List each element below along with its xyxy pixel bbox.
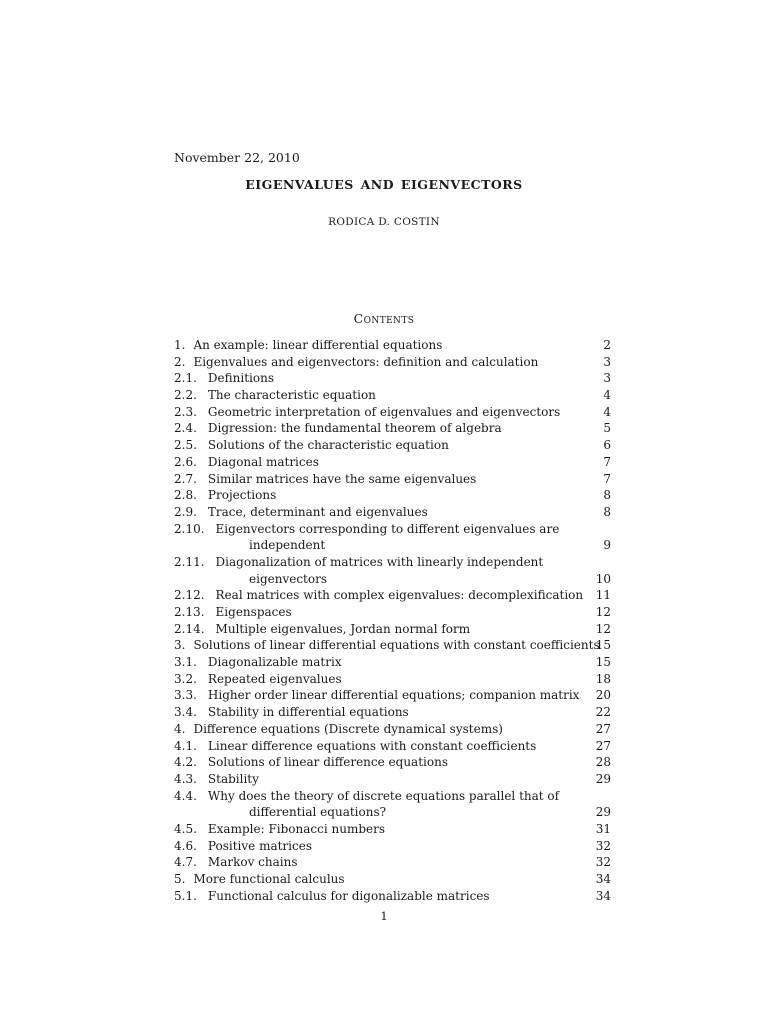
toc-entry-number: 2.13. <box>174 605 205 619</box>
toc-entry-page: 34 <box>595 872 611 886</box>
toc-entry-page: 29 <box>595 805 611 820</box>
toc-entry-number: 3.4. <box>174 705 197 720</box>
toc-entry-page: 32 <box>595 855 611 870</box>
toc-entry-title: Eigenspaces <box>215 605 292 619</box>
toc-entry <box>174 454 611 471</box>
toc-entry-page: 2 <box>603 338 611 352</box>
contents-heading: Contents <box>353 311 415 326</box>
toc-entry-title: Higher order linear differential equations; companion matrix <box>207 688 580 703</box>
toc-entry-title: Positive matrices <box>207 838 312 853</box>
toc-entry-title: Stability in differential equations <box>207 705 409 720</box>
toc-entry-page: 3 <box>603 371 611 386</box>
toc-entry-title: Linear difference equations with constant coefficients <box>207 738 537 753</box>
toc-entry <box>174 687 611 704</box>
toc-entry-page: 12 <box>595 621 611 636</box>
toc-entry-page: 7 <box>603 471 611 486</box>
toc-entry-page: 3 <box>603 354 611 369</box>
toc-entry <box>174 554 611 571</box>
toc-entry-page: 27 <box>595 721 611 736</box>
toc-entry-page: 12 <box>595 605 611 619</box>
toc-entry-page: 28 <box>595 755 611 770</box>
toc-entry-title: Geometric interpretation of eigenvalues and eigenvectors <box>207 404 561 419</box>
toc-entry-number: 5. <box>174 872 186 886</box>
toc-entry-number: 2.5. <box>174 438 197 453</box>
toc-entry-number: 2.9. <box>174 504 197 519</box>
toc-entry-page: 15 <box>595 655 611 670</box>
toc-entry <box>174 721 611 738</box>
toc-entry <box>174 838 611 855</box>
toc-entry-number: 3.1. <box>174 655 197 670</box>
toc-entry-page: 5 <box>603 421 611 436</box>
toc-entry-title: Similar matrices have the same eigenvalues <box>207 471 477 486</box>
toc-entry <box>174 521 611 538</box>
toc-entry <box>174 871 611 888</box>
toc-entry <box>174 821 611 838</box>
table-of-contents <box>174 337 611 904</box>
toc-entry-title: eigenvectors <box>249 571 327 586</box>
toc-entry <box>174 537 611 554</box>
toc-entry-number: 4.2. <box>174 755 197 770</box>
toc-entry-title: Trace, determinant and eigenvalues <box>207 504 428 519</box>
toc-entry-title: Markov chains <box>207 855 298 870</box>
toc-entry-title: More functional calculus <box>193 872 345 886</box>
toc-entry-page: 8 <box>603 488 611 503</box>
toc-entry <box>174 471 611 488</box>
toc-entry <box>174 854 611 871</box>
toc-entry-title: Solutions of the characteristic equation <box>207 438 449 453</box>
toc-entry <box>174 437 611 454</box>
toc-entry <box>174 604 611 621</box>
toc-entry-page: 11 <box>595 588 611 603</box>
document-author: RODICA D. COSTIN <box>328 216 440 228</box>
toc-entry <box>174 571 611 588</box>
toc-entry-number: 3. <box>174 638 186 653</box>
toc-entry-number: 5.1. <box>174 888 197 903</box>
toc-entry-page: 34 <box>595 888 611 903</box>
toc-entry-title: Functional calculus for digonalizable matrices <box>207 888 490 903</box>
toc-entry-page: 15 <box>595 638 611 653</box>
toc-entry-number: 4.7. <box>174 855 197 870</box>
toc-entry-page: 27 <box>595 738 611 753</box>
toc-entry <box>174 671 611 688</box>
page-number: 1 <box>380 909 388 923</box>
toc-entry-number: 4.4. <box>174 788 197 803</box>
toc-entry-title: Definitions <box>207 371 274 386</box>
toc-entry-number: 2.7. <box>174 471 197 486</box>
toc-entry <box>174 654 611 671</box>
toc-entry-title: Real matrices with complex eigenvalues: decomplexification <box>215 588 584 603</box>
toc-entry-page: 22 <box>595 705 611 720</box>
toc-entry-title: Solutions of linear difference equations <box>207 755 448 770</box>
toc-entry-title: Example: Fibonacci numbers <box>207 821 386 836</box>
toc-entry-page: 7 <box>603 454 611 469</box>
toc-entry <box>174 738 611 755</box>
toc-entry-number: 2.6. <box>174 454 197 469</box>
toc-entry-number: 2. <box>174 354 186 369</box>
toc-entry-page: 29 <box>595 771 611 786</box>
toc-entry <box>174 337 611 354</box>
toc-entry-title: The characteristic equation <box>207 388 376 403</box>
document-date: November 22, 2010 <box>174 150 300 165</box>
toc-entry-number: 1. <box>174 338 186 352</box>
toc-entry-number: 4.3. <box>174 771 197 786</box>
toc-entry-number: 2.12. <box>174 588 205 603</box>
toc-entry-title: Stability <box>207 771 259 786</box>
toc-entry-title: An example: linear differential equations <box>193 338 443 352</box>
toc-entry-page: 9 <box>603 538 611 553</box>
toc-entry <box>174 804 611 821</box>
toc-entry <box>174 788 611 805</box>
toc-entry-number: 2.2. <box>174 388 197 403</box>
toc-entry-page: 6 <box>603 438 611 453</box>
toc-entry-page: 4 <box>603 404 611 419</box>
toc-entry-title: Diagonalizable matrix <box>207 655 342 670</box>
toc-entry-title: Eigenvalues and eigenvectors: definition and calculation <box>193 354 539 369</box>
toc-entry-number: 2.1. <box>174 371 197 386</box>
toc-entry-page: 31 <box>595 821 611 836</box>
toc-entry-number: 2.4. <box>174 421 197 436</box>
toc-entry-title: differential equations? <box>249 805 387 820</box>
toc-entry-page: 8 <box>603 504 611 519</box>
toc-entry-title: Why does the theory of discrete equations parallel that of <box>207 788 560 803</box>
toc-entry-page: 18 <box>595 671 611 686</box>
toc-entry-title: Projections <box>207 488 277 503</box>
toc-entry-page: 32 <box>595 838 611 853</box>
toc-entry <box>174 888 611 905</box>
toc-entry-number: 2.8. <box>174 488 197 503</box>
toc-entry-number: 4.5. <box>174 821 197 836</box>
toc-entry-title: Difference equations (Discrete dynamical systems) <box>193 721 503 736</box>
toc-entry <box>174 587 611 604</box>
toc-entry-title: Diagonal matrices <box>207 454 319 469</box>
toc-entry <box>174 404 611 421</box>
toc-entry-number: 3.2. <box>174 671 197 686</box>
toc-entry-title: Multiple eigenvalues, Jordan normal form <box>215 621 471 636</box>
document-title: EIGENVALUES AND EIGENVECTORS <box>245 177 523 192</box>
toc-entry-title: Solutions of linear differential equations with constant coefficients <box>193 638 600 653</box>
toc-entry-number: 2.3. <box>174 404 197 419</box>
toc-entry-title: Digression: the fundamental theorem of algebra <box>207 421 502 436</box>
toc-entry <box>174 771 611 788</box>
toc-entry <box>174 754 611 771</box>
toc-entry <box>174 504 611 521</box>
toc-entry-number: 2.11. <box>174 554 205 569</box>
toc-entry <box>174 621 611 638</box>
toc-entry-page: 20 <box>595 688 611 703</box>
toc-entry-number: 2.10. <box>174 521 205 536</box>
toc-entry <box>174 387 611 404</box>
toc-entry-number: 4.6. <box>174 838 197 853</box>
toc-entry-title: independent <box>249 538 326 553</box>
toc-entry <box>174 370 611 387</box>
toc-entry-title: Repeated eigenvalues <box>207 671 342 686</box>
toc-entry-page: 4 <box>603 388 611 403</box>
toc-entry <box>174 420 611 437</box>
toc-entry <box>174 487 611 504</box>
toc-entry-number: 4. <box>174 721 186 736</box>
toc-entry <box>174 637 611 654</box>
toc-entry <box>174 704 611 721</box>
toc-entry-title: Eigenvectors corresponding to different eigenvalues are <box>215 521 560 536</box>
toc-entry-page: 10 <box>595 571 611 586</box>
toc-entry-number: 2.14. <box>174 621 205 636</box>
toc-entry-title: Diagonalization of matrices with linearly independent <box>215 554 544 569</box>
toc-entry-number: 4.1. <box>174 738 197 753</box>
toc-entry <box>174 354 611 371</box>
toc-entry-number: 3.3. <box>174 688 197 703</box>
